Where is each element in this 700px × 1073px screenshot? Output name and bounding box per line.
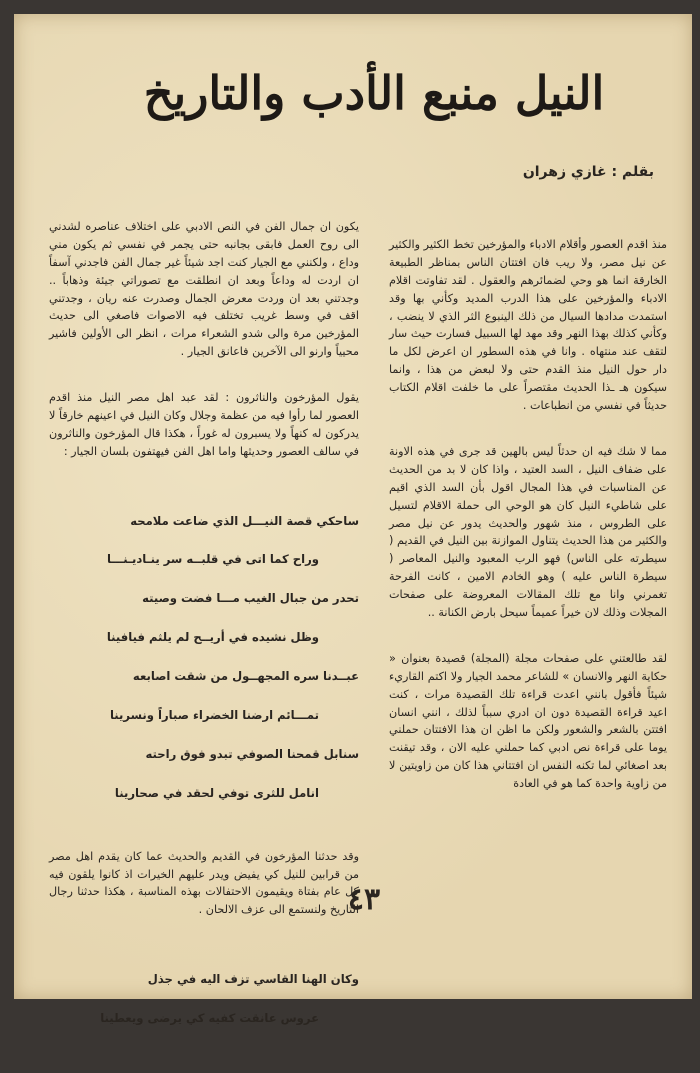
poem-line: عروس عانقت كفيه كي يرضى ويعطينا — [100, 1011, 319, 1025]
poem-line: عبــدنا سره المجهــول من شقت اصابعه — [132, 669, 359, 684]
author-byline: بقلم : غازي زهران — [522, 164, 654, 180]
left-column — [49, 200, 359, 1073]
poem-line: وكان الهنا القاسي تزف اليه في جذل — [147, 972, 359, 987]
paragraph: يقول المؤرخون والناثرون : لقد عبد اهل مصر النيل منذ اقدم العصور لما رأوا فيه من عظمة وجلال وكان النيل في اعينهم خارقاً لا يدركون له كنهاً ولا يسبرون له غوراً ، هكذا قال المؤرخون والناثرون في سالف العصور وحديثها واما اهل الفن فيهتفون بلسان الجيار : — [49, 391, 359, 458]
poem-verses-end — [49, 951, 359, 1047]
poem-line: تحدر من جبال الغيب مـــا فضت وصيته — [142, 591, 359, 606]
paragraph: يكون ان جمال الفن في النص الادبي على اختلاف عناصره لشدني الى روح العمل فابقى بجانبه حتى يجمر في نفسي ثم يكون مني وداع ، ولكنني مع الجيار كنت اجد شيئاً غير جمال الفن فاجدني آسفاً ان اردت له وداعاً وبعد ان انطلقت مع تصوراتي جيئة وذهاباً .. وجدتني بعد ان وردت معرض الجمال وصدرت عنه ريان ، وجدتني اقف في وسط غريب تختلف فيه الاصوات فاصغي الى حديث المؤرخين مرة والى شدو الشعراء مرات ، انظر الى الأولين فاشير محيياً وارنو الى الآخرين فاعانق الجيار . — [49, 219, 359, 359]
poem-verses — [49, 493, 359, 822]
poem-line: سنابل قمحنا الصوفي تبدو فوق راحته — [145, 746, 359, 761]
paragraph: لقد طالعتني على صفحات مجلة (المجلة) قصيدة بعنوان « حكاية النهر والانسان » للشاعر محمد الجيار ولا اكتم القاريء شيئاً فأقول بانني اعدت قراءة تلك القصيدة مرات ، كنت اعيد قراءة القصيدة دون ان ادري سبباً لذلك ، انني انسان افتتن بالشعر والشعور ولكن ما اظن ان هذا الافتتان حملني يوما على قراءة نص ادبي كما حملني عليه الان ، وقد تيقنت بعد اصغائي لما تكنه النفس ان افتتاني هذا كان من زاويتين لا من زاوية واحدة كما هو في العادة — [389, 651, 667, 791]
article-title: النيل منبع الأدب والتاريخ — [143, 66, 605, 120]
right-column — [389, 218, 667, 821]
paragraph: وقد حدثنا المؤرخون في القديم والحديث عما كان يقدم اهل مصر من قرابين للنيل كي يفيض ويدر عليهم الخيرات اذ كانوا يلقون فيه كل عام بفتاة ويقيمون الاحتفالات بهذه المناسبة ، هكذا حدثنا رجال التاريخ ولنستمع الى عزف الالحان . — [49, 849, 359, 917]
paragraph: منذ اقدم العصور وأقلام الادباء والمؤرخين تخط الكثير والكثير عن نيل مصر، ولا ريب فان افتتان الناس بمناظر الطبيعة الخارقة انما هو وحي لضمائرهم والعقول . لقد تفاوتت اقلام الادباء والمؤرخين على هذا الدرب المديد وكأني بها وقد استمدت مدادها السيال من ذلك الينبوع الثر الذي لا ينضب ، وكأني كذلك بهذا النهر وقد مهد لها السبيل فسارت حيث سار لتقف عند منتهاه . وانا في هذه السطور ان اعرض لكل ما دار حول النيل منذ القدم حتى ولا لبعض من هذا ، وانما سيكون هـ ـذا الحديث مقتصراً على ما خلفت اقلام الكتاب حديثاً في نفسي من انطباعات . — [389, 237, 667, 413]
poem-line: وراح كما اتى في قلبــه سر ينـاديـنـــا — [107, 552, 319, 567]
magazine-page — [14, 14, 692, 1025]
poem-line: ساحكي قصة النيـــل الذي ضاعت ملامحه — [130, 513, 359, 528]
poem-line: وظل نشيده في أريــح لم يلثم فيافينا — [106, 630, 319, 645]
paragraph: مما لا شك فيه ان حدثاً ليس بالهين قد جرى في هذه الاونة على ضفاف النيل ، السد العتيد ، واذا كان لا بد من الحديث عن المناسبات في هذا المجال اقول بأن السد الذي اقيم على شاطيء النيل كان هو الوحي الى حملة الاقلام لتسيل على الطروس ، منذ شهور والحديث يدور عن نيل مصر والكثير من هذا الحديث يتناول الموازنة بين النيل في القديم ( سيطرته على الناس) فهو الرب المعبود والنيل المعاصر ( سيطرة الناس عليه ) وهو الخادم الامين ، كانت الفرحة تغمرني وانا مع تلك المقالات المعروضة على صفحات المجلات وذلك لان خيراً عميماً سيحل بارض الكنانة .. — [389, 444, 667, 620]
page-number: ٤٣ — [347, 882, 381, 917]
poem-line: انامل للثرى توفي لحقد في صحارينا — [114, 785, 319, 800]
poem-line: تمـــائم ارضنا الخضراء صباراً ونسرينا — [109, 708, 319, 723]
